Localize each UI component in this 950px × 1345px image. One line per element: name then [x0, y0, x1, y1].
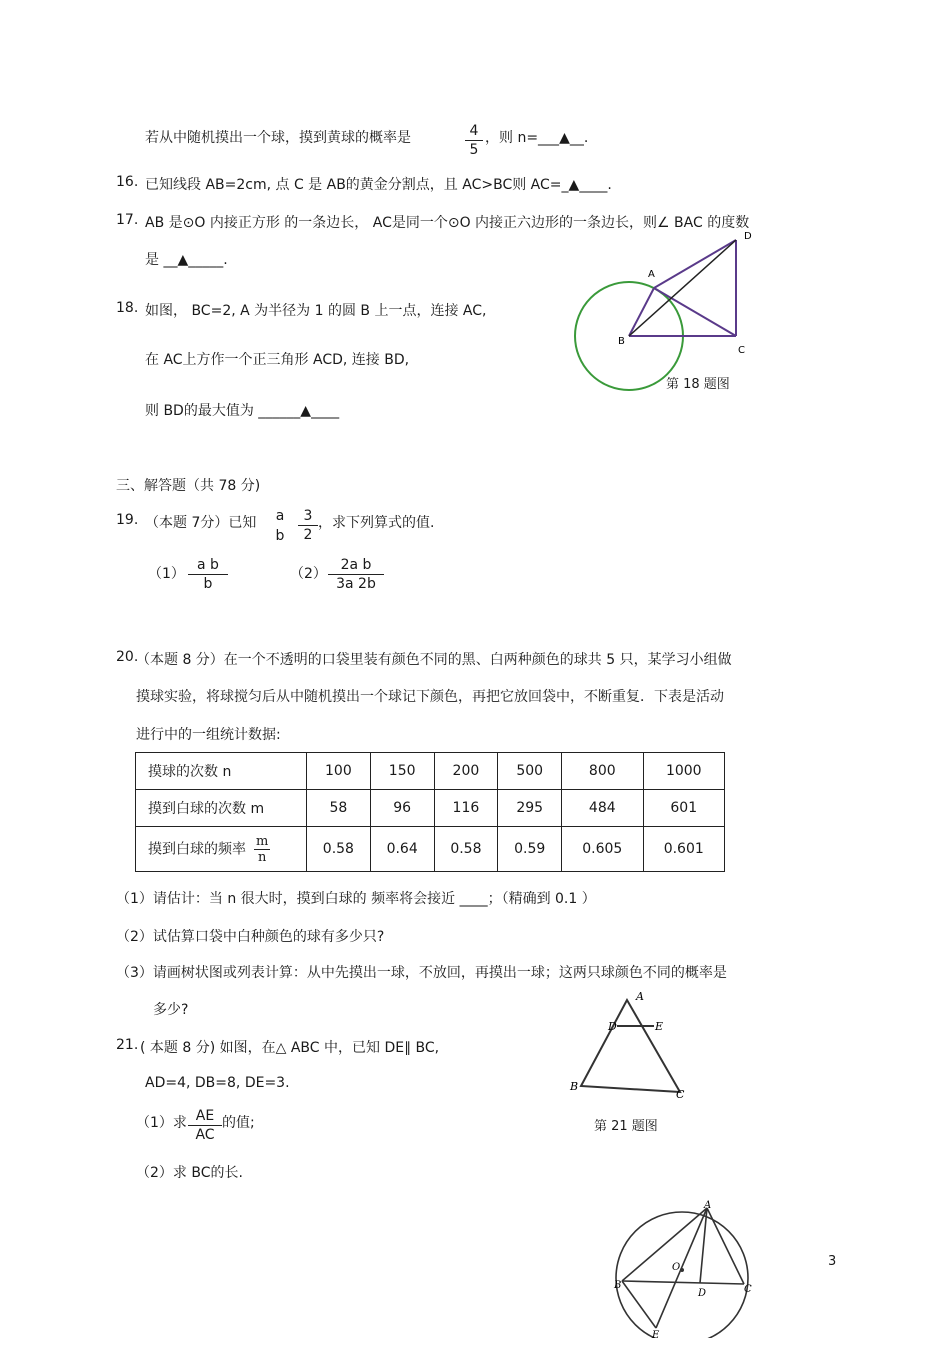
q15-suffix-text: ，则 n=___ [485, 130, 560, 146]
q18-line1: 如图， BC=2, A 为半径为 1 的圆 B 上一点，连接 AC, [145, 303, 487, 319]
q19-number: 19. [116, 512, 139, 528]
q18-number: 18. [116, 300, 139, 316]
cell-m: 295 [498, 790, 562, 827]
q21-line2: AD=4, DB=8, DE=3. [145, 1075, 290, 1091]
q15-fraction [465, 122, 483, 159]
q15-suffix [485, 127, 588, 147]
q21-figure [556, 978, 690, 1100]
label-a: A [648, 269, 655, 280]
cell-freq: 0.58 [434, 827, 498, 872]
center-point [680, 1268, 684, 1272]
label-d: D [744, 231, 752, 242]
q18-line3 [145, 400, 339, 420]
cell-n: 200 [434, 753, 498, 790]
freq-fraction [254, 834, 270, 865]
q19-part2-num: 2a b [328, 556, 384, 575]
segment-bc [622, 1281, 744, 1284]
label-b: B [618, 336, 625, 347]
label-c: C [676, 1088, 685, 1100]
cell-n: 500 [498, 753, 562, 790]
segment-ac [707, 1208, 744, 1284]
section-title: 三、解答题（共 78 分) [116, 478, 261, 494]
q18-line3-end: ____ [311, 403, 340, 419]
q21-sub1-suffix: 的值; [222, 1115, 255, 1131]
label-a: A [704, 1200, 712, 1211]
q18-line2: 在 AC上方作一个正三角形 ACD, 连接 BD, [145, 352, 410, 368]
q15-frac-num: 4 [465, 122, 483, 141]
row-header-n: 摸球的次数 n [136, 753, 307, 790]
q19-frac-32 [298, 507, 318, 544]
q15-frac-den: 5 [469, 142, 479, 158]
label-c: C [738, 345, 745, 356]
cell-m: 58 [307, 790, 371, 827]
row-header-m: 摸到白球的次数 m [136, 790, 307, 827]
q20-line3: 进行中的一组统计数据: [136, 727, 281, 743]
q16-number: 16. [116, 174, 139, 190]
triangle-icon: ▲ [300, 403, 312, 419]
cell-m: 96 [370, 790, 434, 827]
q16-body: 已知线段 AB=2cm, 点 C 是 AB的黄金分割点，且 AC>BC则 AC=_ [145, 177, 569, 193]
label-b: B [614, 1280, 622, 1291]
triangle-icon: ▲ [568, 177, 580, 193]
q21-sub1-fraction [188, 1107, 222, 1144]
q19-part1-fraction [188, 556, 228, 593]
label-d: D [698, 1288, 707, 1299]
q16-text [145, 174, 612, 194]
q19-part1-den: b [203, 576, 213, 592]
cell-freq: 0.605 [562, 827, 643, 872]
cell-m: 484 [562, 790, 643, 827]
q21-sub2: （2）求 BC的长. [136, 1165, 243, 1181]
q22-figure [612, 1198, 756, 1338]
cell-n: 800 [562, 753, 643, 790]
q21-caption: 第 21 题图 [594, 1119, 658, 1134]
q17-line2-end: _____. [188, 252, 228, 268]
q17-number: 17. [116, 212, 139, 228]
page-number: 3 [828, 1254, 837, 1269]
triangle-icon: ▲ [177, 252, 189, 268]
q20-sub2: （2）试估算口袋中白种颜色的球有多少只? [116, 929, 385, 945]
q15-prefix: 若从中随机摸出一个球，摸到黄球的概率是 [145, 130, 411, 146]
table-row [136, 827, 725, 872]
q20-line1: （本题 8 分）在一个不透明的口袋里装有颜色不同的黑、白两种颜色的球共 5 只，某学习小组做 [136, 652, 732, 668]
q17-line2-prefix: 是 __ [145, 252, 178, 268]
cell-m: 601 [643, 790, 724, 827]
q19-suffix: ，求下列算式的值. [318, 515, 435, 531]
q17-line2 [145, 249, 228, 269]
q18-line3-prefix: 则 BD的最大值为 ______ [145, 403, 301, 419]
circle-o [616, 1212, 748, 1338]
cell-m: 116 [434, 790, 498, 827]
q16-end: ____. [579, 177, 612, 193]
row-header-freq [136, 827, 307, 872]
segment-ad [700, 1208, 707, 1283]
row-header-freq-text: 摸到白球的频率 [148, 841, 246, 857]
q18-caption: 第 18 题图 [666, 377, 730, 392]
stats-table [135, 752, 725, 872]
q19-part2-label: （2） [290, 566, 327, 582]
q19-part1-num: a b [188, 556, 228, 575]
q19-f1-den: b [275, 528, 285, 544]
segment-ba [629, 288, 654, 336]
q21-sub1-num: AE [188, 1107, 222, 1126]
triangle-abc [581, 1000, 680, 1092]
label-o: O [672, 1262, 681, 1273]
q20-sub3-line1: （3）请画树状图或列表计算：从中先摸出一球，不放回，再摸出一球；这两只球颜色不同的概率是 [116, 965, 727, 981]
cell-freq: 0.58 [307, 827, 371, 872]
segment-ad [654, 240, 736, 288]
segment-ae [656, 1208, 707, 1328]
q19-f2-num: 3 [298, 507, 318, 526]
q17-line1: AB 是⊙O 内接正方形 的一条边长， AC是同一个⊙O 内接正六边形的一条边长，则∠ BAC 的度数 [145, 215, 750, 231]
q19-frac-ab [270, 507, 290, 545]
cell-n: 1000 [643, 753, 724, 790]
segment-bd [629, 240, 736, 336]
freq-frac-num: m [256, 833, 269, 849]
q19-part1-label: （1） [148, 566, 185, 582]
label-e: E [655, 1020, 664, 1033]
q21-sub1-prefix: （1）求 [136, 1115, 187, 1131]
triangle-icon: ▲ [559, 130, 570, 146]
q19-f1-num: a [275, 508, 285, 524]
label-c: C [744, 1284, 752, 1295]
q15-end: __. [569, 130, 589, 146]
cell-freq: 0.601 [643, 827, 724, 872]
q19-part2-den: 3a 2b [336, 576, 376, 592]
label-e: E [652, 1330, 660, 1338]
q21-sub1-den: AC [195, 1127, 215, 1143]
q20-sub3-line2: 多少? [153, 1002, 189, 1018]
freq-frac-den: n [257, 849, 267, 865]
q20-line2: 摸球实验，将球搅匀后从中随机摸出一个球记下颜色，再把它放回袋中，不断重复．下表是活动 [136, 689, 724, 705]
cell-freq: 0.64 [370, 827, 434, 872]
segment-ac [654, 288, 736, 336]
q20-number: 20. [116, 649, 139, 665]
q18-figure [570, 225, 770, 395]
q19-prefix: （本题 7分）已知 [145, 515, 257, 531]
q19-part2-fraction [328, 556, 384, 593]
q21-line1: ( 本题 8 分) 如图，在△ ABC 中，已知 DE∥ BC, [140, 1040, 440, 1056]
cell-n: 100 [307, 753, 371, 790]
segment-be [622, 1281, 656, 1328]
q20-sub1: （1）请估计：当 n 很大时，摸到白球的 频率将会接近 ____；（精确到 0.1 ） [116, 891, 596, 907]
table-row [136, 790, 725, 827]
q19-f2-den: 2 [303, 527, 313, 543]
q21-number: 21. [116, 1037, 139, 1053]
cell-freq: 0.59 [498, 827, 562, 872]
cell-n: 150 [370, 753, 434, 790]
label-a: A [636, 990, 644, 1003]
table-row [136, 753, 725, 790]
label-d: D [608, 1020, 617, 1033]
segment-ab [622, 1208, 707, 1281]
label-b: B [570, 1080, 579, 1093]
